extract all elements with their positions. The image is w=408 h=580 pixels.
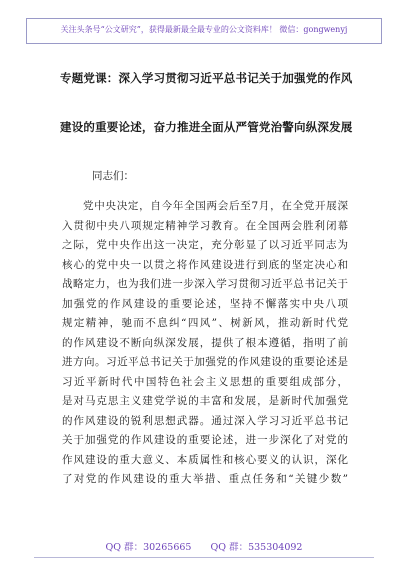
paragraph-line: 战略定力，也为我们进一步深入学习贯彻习近平总书记关于 bbox=[62, 278, 348, 290]
paragraph-line: 习近平新时代中国特色社会主义思想的重要组成部分， bbox=[62, 375, 348, 388]
paragraph-line: 的作风建设不断向纵深发展，提供了根本遵循，指明了前 bbox=[62, 336, 348, 349]
paragraph-line: 了对党的作风建设的重大举措、重点任务和“关键少数” bbox=[62, 473, 348, 485]
paragraph-line: 之际，党中央作出这一决定，充分彰显了以习近平同志为 bbox=[62, 239, 348, 251]
paragraph-line: 关于加强党的作风建设的重要论述，进一步深化了对党的 bbox=[62, 434, 348, 446]
body-paragraph bbox=[62, 197, 348, 490]
paragraph-line: 作风建设的重大意义、本质属性和核心要义的认识，深化 bbox=[62, 453, 348, 466]
promo-header-box bbox=[26, 18, 382, 44]
paragraph-line: 进方向。习近平总书记关于加强党的作风建设的重要论述是 bbox=[62, 356, 348, 368]
paragraph-line: 加强党的作风建设的重要论述，坚持不懈落实中央八项 bbox=[62, 297, 348, 310]
promo-header-text: 关注头条号“公文研究”，获得最新最全最专业的公文资料库！ 微信：gongwenyj bbox=[60, 25, 348, 34]
paragraph-line: 党中央决定，自今年全国两会后至7月，在全党开展深 bbox=[83, 200, 348, 212]
paragraph-line: 的作风建设的锐利思想武器。通过深入学习习近平总书记 bbox=[62, 414, 348, 427]
footer-divider bbox=[34, 557, 374, 558]
document-title-line-2: 建设的重要论述，奋力推进全面从严管党治警向纵深发展 bbox=[60, 120, 353, 134]
footer-qq-group-1: QQ 群：30265665 bbox=[105, 542, 192, 553]
greeting: 同志们： bbox=[92, 170, 134, 182]
paragraph-line: 核心的党中央一以贯之将作风建设进行到底的坚定决心和 bbox=[62, 258, 348, 271]
footer bbox=[0, 539, 408, 553]
footer-qq-group-2: QQ 群：535304092 bbox=[210, 542, 303, 553]
paragraph-line: 入贯彻中央八项规定精神学习教育。在全国两会胜利闭幕 bbox=[62, 219, 348, 232]
document-title-line-1: 专题党课：深入学习贯彻习近平总书记关于加强党的作风 bbox=[60, 71, 353, 85]
paragraph-line: 规定精神，驰而不息纠“四风”、树新风，推动新时代党 bbox=[62, 317, 348, 329]
paragraph-line: 是对马克思主义建党学说的丰富和发展，是新时代加强党 bbox=[62, 395, 348, 407]
